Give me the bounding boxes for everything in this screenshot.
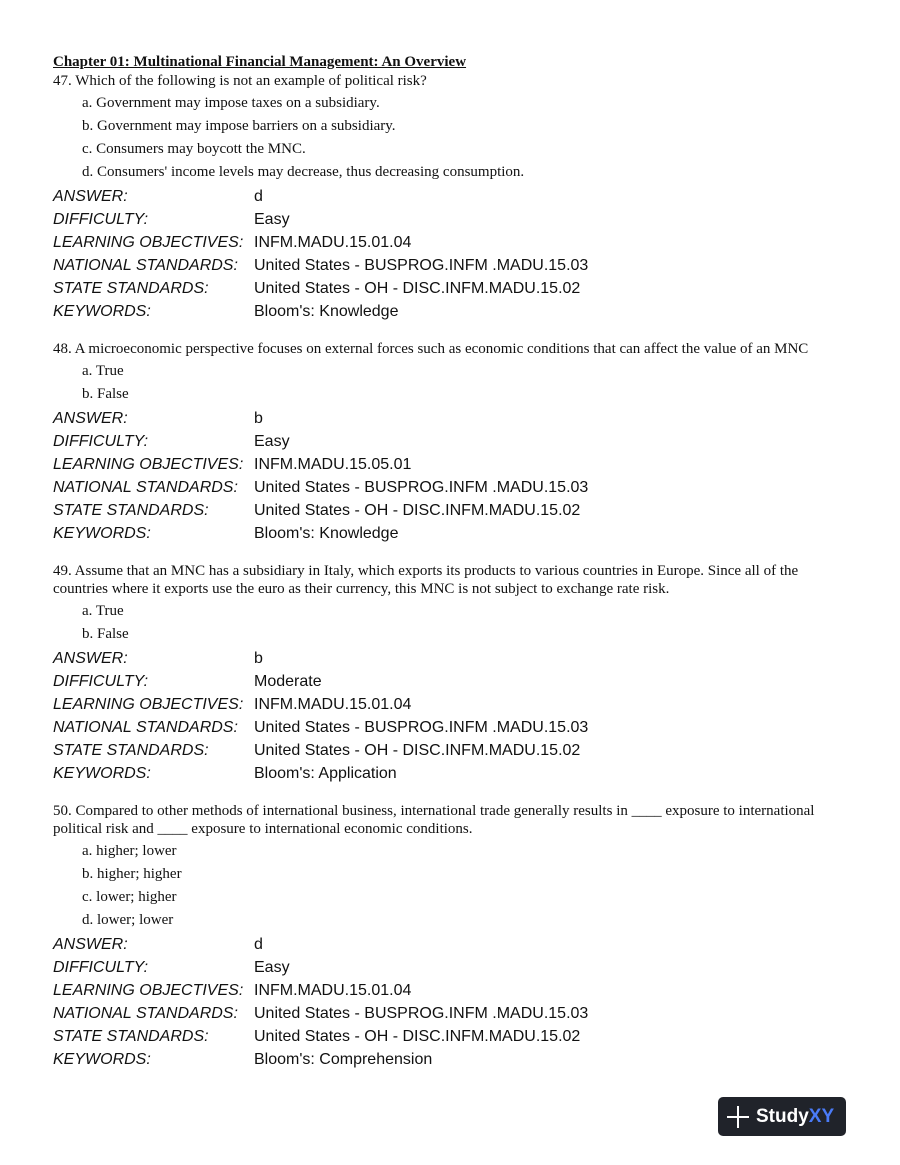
meta-label: STATE STANDARDS:: [53, 502, 209, 519]
answer-option: a. True: [82, 363, 124, 379]
meta-label: DIFFICULTY:: [53, 959, 149, 976]
answer-options: [82, 840, 853, 932]
meta-value: United States - BUSPROG.INFM .MADU.15.03: [254, 257, 589, 274]
meta-row-national-standards: [53, 254, 853, 277]
question-list: [53, 72, 853, 1071]
meta-value: d: [254, 188, 263, 205]
meta-label: KEYWORDS:: [53, 303, 151, 320]
meta-label: KEYWORDS:: [53, 525, 151, 542]
meta-value: Easy: [254, 433, 290, 450]
meta-row-state-standards: [53, 1025, 853, 1048]
meta-row-learning-objectives: [53, 693, 853, 716]
answer-options: [82, 600, 853, 646]
meta-value: Easy: [254, 959, 290, 976]
meta-value: INFM.MADU.15.05.01: [254, 456, 412, 473]
meta-value: b: [254, 410, 263, 427]
meta-label: ANSWER:: [53, 188, 128, 205]
brand-name-main: Study: [756, 1105, 809, 1127]
answer-options: [82, 360, 853, 406]
answer-option: c. Consumers may boycott the MNC.: [82, 141, 306, 157]
meta-row-keywords: [53, 300, 853, 323]
meta-label: ANSWER:: [53, 410, 128, 427]
plus-icon: [726, 1105, 750, 1129]
meta-row-state-standards: [53, 277, 853, 300]
meta-row-keywords: [53, 1048, 853, 1071]
answer-option: d. Consumers' income levels may decrease, thus decreasing consumption.: [82, 164, 525, 180]
meta-value: Moderate: [254, 673, 322, 690]
meta-row-difficulty: [53, 430, 853, 453]
meta-value: Bloom's: Knowledge: [254, 303, 399, 320]
answer-option: b. higher; higher: [82, 866, 182, 882]
studyxy-logo[interactable]: [718, 1097, 846, 1136]
meta-value: Bloom's: Knowledge: [254, 525, 399, 542]
meta-value: United States - OH - DISC.INFM.MADU.15.02: [254, 502, 581, 519]
question-text: 49. Assume that an MNC has a subsidiary in Italy, which exports its products to various countries in Europe. Since all of the countries where it exports use the euro as their currency, this MNC is not subject to exchange rate risk.: [53, 563, 799, 597]
answer-option: c. lower; higher: [82, 889, 177, 905]
meta-row-difficulty: [53, 208, 853, 231]
answer-option: a. True: [82, 603, 124, 619]
meta-row-learning-objectives: [53, 979, 853, 1002]
meta-row-learning-objectives: [53, 453, 853, 476]
answer-options: [82, 92, 853, 184]
answer-option: b. False: [82, 386, 129, 402]
answer-option: a. Government may impose taxes on a subsidiary.: [82, 95, 380, 111]
meta-value: b: [254, 650, 263, 667]
question-block: [53, 802, 853, 1071]
answer-option: b. False: [82, 626, 129, 642]
meta-value: United States - OH - DISC.INFM.MADU.15.02: [254, 1028, 581, 1045]
meta-row-state-standards: [53, 739, 853, 762]
meta-value: United States - OH - DISC.INFM.MADU.15.02: [254, 742, 581, 759]
meta-label: KEYWORDS:: [53, 765, 151, 782]
meta-label: DIFFICULTY:: [53, 211, 149, 228]
meta-row-keywords: [53, 522, 853, 545]
meta-label: NATIONAL STANDARDS:: [53, 1005, 238, 1022]
meta-row-difficulty: [53, 670, 853, 693]
question-text: 47. Which of the following is not an example of political risk?: [53, 73, 427, 89]
answer-option: b. Government may impose barriers on a subsidiary.: [82, 118, 396, 134]
meta-value: United States - BUSPROG.INFM .MADU.15.03: [254, 1005, 589, 1022]
meta-label: DIFFICULTY:: [53, 433, 149, 450]
meta-row-answer: [53, 933, 853, 956]
meta-value: United States - OH - DISC.INFM.MADU.15.02: [254, 280, 581, 297]
brand-name: [756, 1106, 834, 1128]
question-text: 50. Compared to other methods of international business, international trade generally results in ____ exposure to international political risk and ____ exposure to international economic conditions.: [53, 803, 815, 837]
answer-option: a. higher; lower: [82, 843, 177, 859]
question-text: 48. A microeconomic perspective focuses on external forces such as economic conditions that can affect the value of an MNC: [53, 341, 809, 357]
meta-row-keywords: [53, 762, 853, 785]
meta-label: ANSWER:: [53, 650, 128, 667]
chapter-title: Chapter 01: Multinational Financial Management: An Overview: [53, 54, 467, 70]
meta-row-learning-objectives: [53, 231, 853, 254]
answer-option: d. lower; lower: [82, 912, 174, 928]
meta-row-national-standards: [53, 476, 853, 499]
meta-label: DIFFICULTY:: [53, 673, 149, 690]
document-page: [53, 52, 853, 1071]
meta-value: United States - BUSPROG.INFM .MADU.15.03: [254, 479, 589, 496]
question-metadata: [53, 407, 853, 545]
meta-row-national-standards: [53, 1002, 853, 1025]
meta-row-national-standards: [53, 716, 853, 739]
meta-value: d: [254, 936, 263, 953]
meta-label: NATIONAL STANDARDS:: [53, 479, 238, 496]
brand-name-accent: XY: [808, 1105, 835, 1127]
meta-label: STATE STANDARDS:: [53, 1028, 209, 1045]
meta-label: LEARNING OBJECTIVES:: [53, 456, 244, 473]
meta-label: STATE STANDARDS:: [53, 280, 209, 297]
meta-label: NATIONAL STANDARDS:: [53, 257, 238, 274]
meta-label: KEYWORDS:: [53, 1051, 151, 1068]
question-block: [53, 72, 853, 323]
meta-row-state-standards: [53, 499, 853, 522]
meta-label: STATE STANDARDS:: [53, 742, 209, 759]
meta-label: LEARNING OBJECTIVES:: [53, 696, 244, 713]
meta-value: Bloom's: Application: [254, 765, 397, 782]
meta-value: Bloom's: Comprehension: [254, 1051, 433, 1068]
question-metadata: [53, 647, 853, 785]
meta-value: INFM.MADU.15.01.04: [254, 982, 412, 999]
meta-label: LEARNING OBJECTIVES:: [53, 234, 244, 251]
meta-value: Easy: [254, 211, 290, 228]
meta-label: LEARNING OBJECTIVES:: [53, 982, 244, 999]
meta-label: NATIONAL STANDARDS:: [53, 719, 238, 736]
meta-value: INFM.MADU.15.01.04: [254, 696, 412, 713]
question-block: [53, 340, 853, 545]
meta-value: United States - BUSPROG.INFM .MADU.15.03: [254, 719, 589, 736]
meta-row-answer: [53, 647, 853, 670]
question-metadata: [53, 185, 853, 323]
meta-label: ANSWER:: [53, 936, 128, 953]
question-metadata: [53, 933, 853, 1071]
question-block: [53, 562, 853, 785]
meta-value: INFM.MADU.15.01.04: [254, 234, 412, 251]
meta-row-difficulty: [53, 956, 853, 979]
meta-row-answer: [53, 185, 853, 208]
meta-row-answer: [53, 407, 853, 430]
